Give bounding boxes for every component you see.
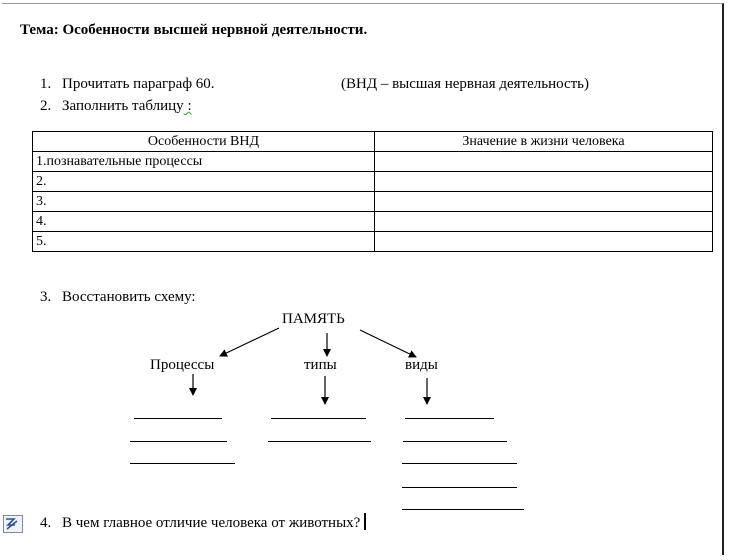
blank-line-kinds-4[interactable] — [402, 487, 517, 488]
blank-line-types-1[interactable] — [271, 418, 366, 419]
table-row — [33, 172, 713, 192]
task-2 — [40, 98, 192, 115]
blank-line-kinds-1[interactable] — [405, 418, 494, 419]
blank-line-kinds-5[interactable] — [402, 509, 524, 510]
task-3-number: 3. — [40, 289, 52, 305]
task-4-number: 4. — [40, 515, 52, 531]
table-header-features: Особенности ВНД — [33, 132, 375, 152]
scheme-node-types: типы — [304, 357, 337, 373]
table-cell[interactable]: 3. — [33, 192, 375, 212]
task-1-note: (ВНД – высшая нервная деятельность) — [341, 76, 590, 92]
blank-line-processes-2[interactable] — [130, 441, 227, 442]
blank-line-processes-3[interactable] — [130, 463, 235, 464]
table-cell[interactable] — [375, 232, 713, 252]
table-header-meaning: Значение в жизни человека — [375, 132, 713, 152]
text-cursor — [364, 513, 366, 530]
table-cell[interactable]: 4. — [33, 212, 375, 232]
blank-line-processes-1[interactable] — [134, 418, 222, 419]
blank-line-kinds-2[interactable] — [403, 441, 507, 442]
table-cell[interactable] — [375, 212, 713, 232]
task-4-text: В чем главное отличие человека от животных? — [62, 515, 361, 531]
task-1 — [40, 76, 215, 93]
task-4 — [40, 513, 366, 532]
document-edit-icon[interactable] — [3, 515, 23, 533]
document-title: Тема: Особенности высшей нервной деятельности. — [20, 22, 368, 38]
table-header-row — [33, 132, 713, 152]
task-1-number: 1. — [40, 76, 52, 92]
scheme-node-processes: Процессы — [150, 357, 215, 373]
task-1-text: Прочитать параграф 60. — [62, 76, 215, 92]
task-2-number: 2. — [40, 98, 52, 114]
task-2-text: Заполнить таблицу — [62, 98, 184, 114]
table-row — [33, 212, 713, 232]
table-row — [33, 152, 713, 172]
table-cell[interactable] — [375, 192, 713, 212]
blank-line-kinds-3[interactable] — [402, 463, 517, 464]
spell-check-mark: : — [183, 98, 192, 114]
task-3 — [40, 289, 196, 306]
table-cell[interactable]: 5. — [33, 232, 375, 252]
scheme-root-memory: ПАМЯТЬ — [282, 311, 345, 327]
table-row — [33, 192, 713, 212]
task-3-text: Восстановить схему: — [62, 289, 196, 305]
table-cell[interactable]: 2. — [33, 172, 375, 192]
table-cell[interactable]: 1.познавательные процессы — [33, 152, 375, 172]
table-cell[interactable] — [375, 172, 713, 192]
table-cell[interactable] — [375, 152, 713, 172]
features-table — [32, 131, 713, 252]
scheme-node-kinds: виды — [405, 357, 438, 373]
blank-line-types-2[interactable] — [268, 441, 371, 442]
table-row — [33, 232, 713, 252]
